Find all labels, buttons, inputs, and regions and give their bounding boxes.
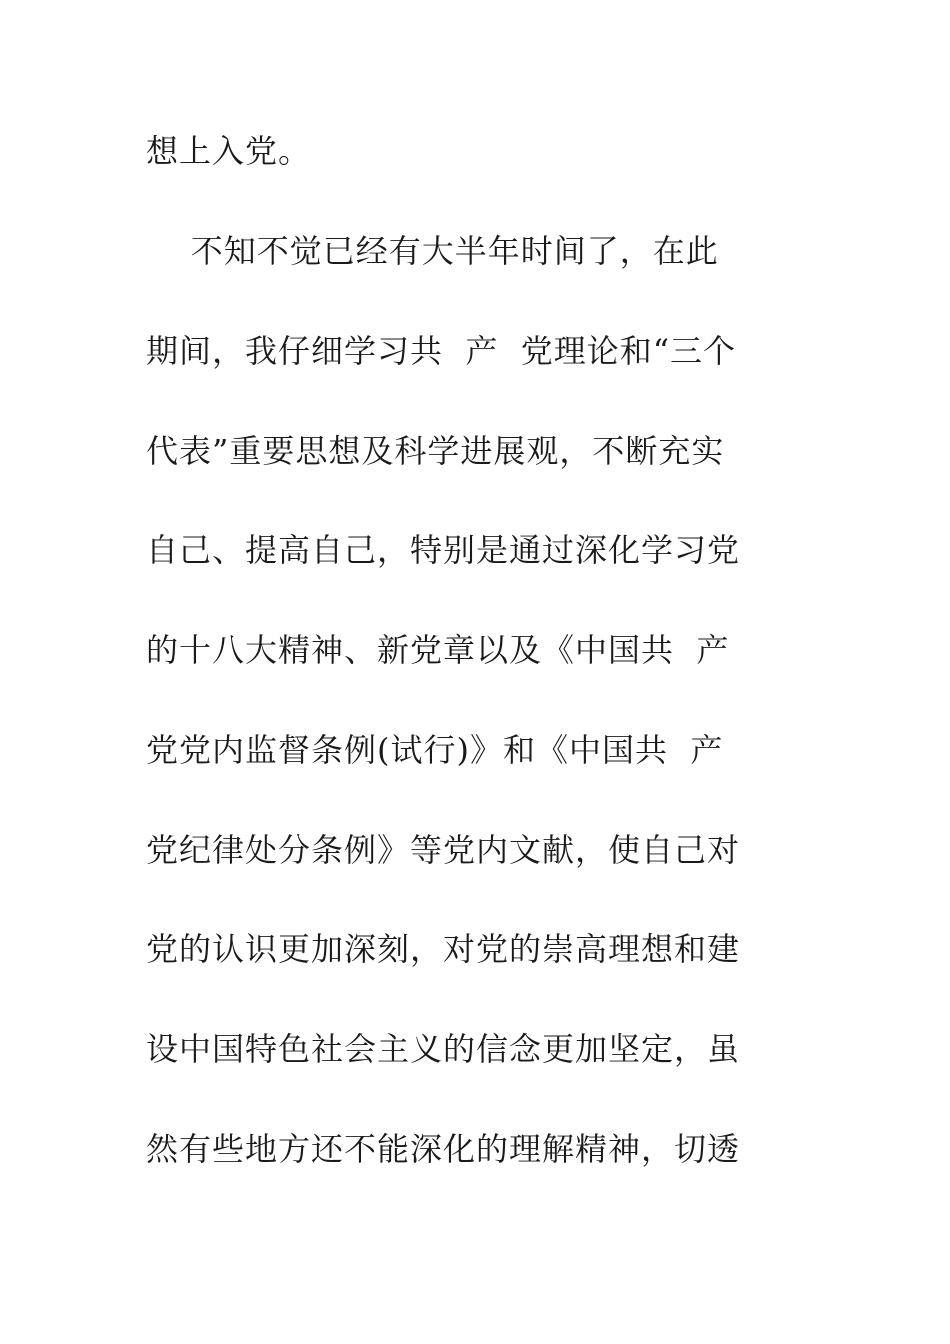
text-line: 想上入党。 bbox=[146, 132, 312, 170]
text-line: 的十八大精神、新党章以及《中国共 产 bbox=[146, 631, 730, 669]
text-line: 然有些地方还不能深化的理解精神，切透 bbox=[146, 1130, 741, 1168]
text-line: 党的认识更加深刻，对党的崇高理想和建 bbox=[146, 930, 741, 968]
text-line: 代表”重要思想及科学进展观，不断充实 bbox=[146, 432, 725, 470]
text-line: 不知不觉已经有大半年时间了，在此 bbox=[146, 232, 719, 270]
text-line: 设中国特色社会主义的信念更加坚定，虽 bbox=[146, 1030, 741, 1068]
text-line: 期间，我仔细学习共 产 党理论和“三个 bbox=[146, 332, 737, 370]
text-line: 党党内监督条例(试行)》和《中国共 产 bbox=[146, 731, 724, 769]
text-line: 自己、提高自己，特别是通过深化学习党 bbox=[146, 531, 741, 569]
text-line: 党纪律处分条例》等党内文献，使自己对 bbox=[146, 831, 741, 869]
